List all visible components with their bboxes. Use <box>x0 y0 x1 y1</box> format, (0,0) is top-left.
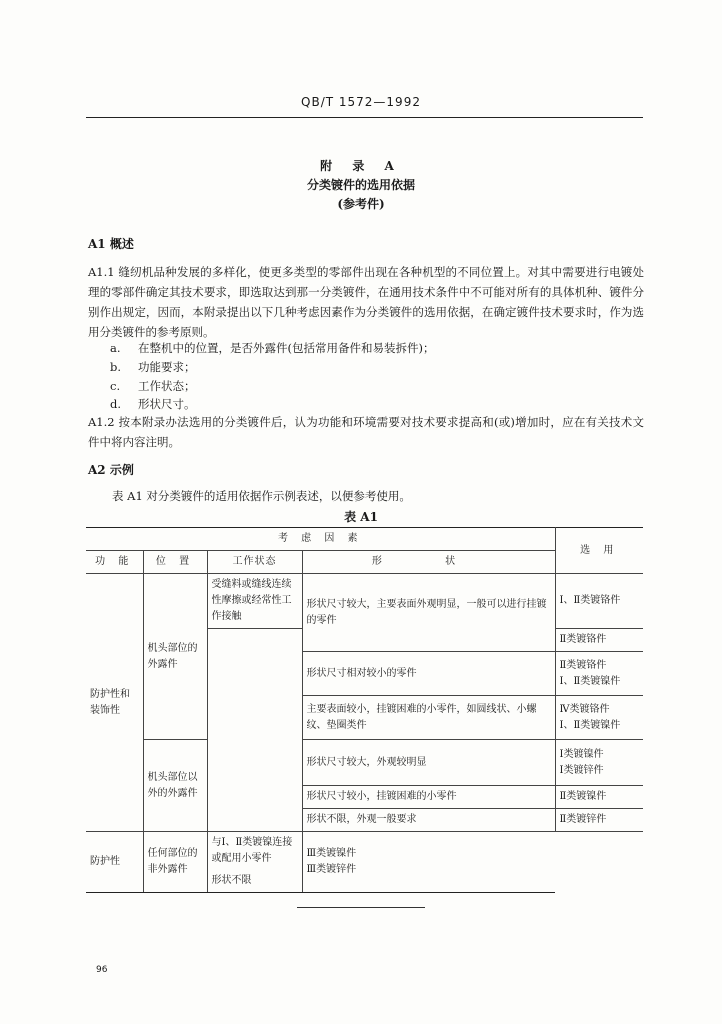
cell-select <box>555 696 643 740</box>
cell-shape: 形状尺寸相对较小的零件 <box>302 652 555 696</box>
shape-line: 与Ⅰ、Ⅱ类镀镍连接或配用小零件 <box>211 837 293 864</box>
cell-select <box>555 652 643 696</box>
list-item <box>110 396 196 412</box>
cell-work-state: 受缝料或缝线连续性摩擦或经常性工作接触 <box>207 574 302 629</box>
standard-code: QB/T 1572—1992 <box>301 95 421 109</box>
table-header-row <box>86 528 643 551</box>
list-item-text: 形状尺寸。 <box>138 397 196 411</box>
cell-shape: 形状尺寸较大，主要表面外观明显，一般可以进行挂镀的零件 <box>302 574 555 652</box>
header-work-state: 工作状态 <box>207 551 302 574</box>
select-line: Ⅰ、Ⅱ类镀镍件 <box>559 675 621 687</box>
select-line: Ⅰ类镀锌件 <box>559 764 604 776</box>
end-rule <box>297 907 425 908</box>
cell-shape: 形状尺寸较大，外观较明显 <box>302 740 555 786</box>
list-item-text: 功能要求； <box>138 360 196 374</box>
header-factors: 考 虑 因 素 <box>86 528 555 551</box>
cell-select: Ⅰ、Ⅱ类镀铬件 <box>555 574 643 629</box>
list-item-label: b. <box>110 360 122 374</box>
header-position: 位 置 <box>143 551 207 574</box>
cell-position: 机头部位以外的外露件 <box>143 740 207 832</box>
cell-position: 任何部位的非外露件 <box>143 832 207 893</box>
cell-shape <box>207 832 302 893</box>
cell-shape: 形状尺寸较小，挂镀困难的小零件 <box>302 786 555 809</box>
list-item-label: a. <box>110 341 121 355</box>
list-item <box>110 378 196 394</box>
cell-function: 防护性 <box>86 832 143 893</box>
list-item-text: 工作状态； <box>138 379 196 393</box>
cell-position: 机头部位的外露件 <box>143 574 207 740</box>
shape-line: 形状不限 <box>211 875 252 886</box>
cell-select <box>302 832 555 893</box>
cell-shape: 形状不限，外观一般要求 <box>302 809 555 832</box>
list-item <box>110 340 434 356</box>
cell-select: Ⅱ类镀锌件 <box>555 809 643 832</box>
select-line: Ⅰ、Ⅱ类镀镍件 <box>559 719 621 731</box>
list-item-label: c. <box>110 379 121 393</box>
select-line: Ⅲ类镀锌件 <box>306 864 357 875</box>
appendix-reference-note: (参考件) <box>337 197 385 211</box>
cell-select <box>555 740 643 786</box>
section-a2-heading: A2 示例 <box>88 463 134 477</box>
selection-table <box>86 527 643 893</box>
cell-select: Ⅱ类镀镍件 <box>555 786 643 809</box>
header-shape: 形 状 <box>302 551 555 574</box>
header-rule <box>86 117 643 118</box>
table-row <box>86 574 643 629</box>
table-caption: 表 A1 <box>344 510 378 524</box>
select-line: Ⅲ类镀镍件 <box>306 848 357 859</box>
header-select: 选 用 <box>555 528 643 574</box>
cell-work-state-empty <box>207 629 302 832</box>
page-number: 96 <box>96 965 108 975</box>
section-a1-heading: A1 概述 <box>88 237 134 251</box>
cell-function: 防护性和装饰性 <box>86 574 143 832</box>
list-item-label: d. <box>110 397 122 411</box>
cell-select: Ⅱ类镀铬件 <box>555 629 643 652</box>
select-line: Ⅳ类镀铬件 <box>559 703 610 715</box>
table-row <box>86 740 643 786</box>
list-item <box>110 359 196 375</box>
appendix-subtitle: 分类镀件的选用依据 <box>306 178 415 192</box>
list-item-text: 在整机中的位置，是否外露件(包括常用备件和易装拆件)； <box>138 341 435 355</box>
header-function: 功 能 <box>86 551 143 574</box>
appendix-title: 附 录 A <box>320 159 402 173</box>
select-line: Ⅱ类镀铬件 <box>559 659 607 671</box>
select-line: Ⅰ类镀镍件 <box>559 748 604 760</box>
paragraph-a1-1: A1.1 缝纫机品种发展的多样化，使更多类型的零部件出现在各种机型的不同位置上。对其中需要进行电镀处理的零部件确定其技术要求，即选取达到那一分类镀件，在通用技术条件中不可能对所有的具体机种、镀件分别作出规定，因而，本附录提出以下几种考虑因素作为分类镀件的选用依据，在确定镀件技术要求时，作为选用分类镀件的参考原则。 <box>88 265 644 339</box>
cell-shape: 主要表面较小，挂镀困难的小零件，如圆线状、小螺纹、垫圈类件 <box>302 696 555 740</box>
paragraph-a2-intro: 表 A1 对分类镀件的适用依据作示例表述，以便参考使用。 <box>112 489 411 503</box>
paragraph-a1-2: A1.2 按本附录办法选用的分类镀件后，认为功能和环境需要对技术要求提高和(或)增加时，应在有关技术文件中将内容注明。 <box>88 415 644 449</box>
table-row <box>86 832 643 893</box>
